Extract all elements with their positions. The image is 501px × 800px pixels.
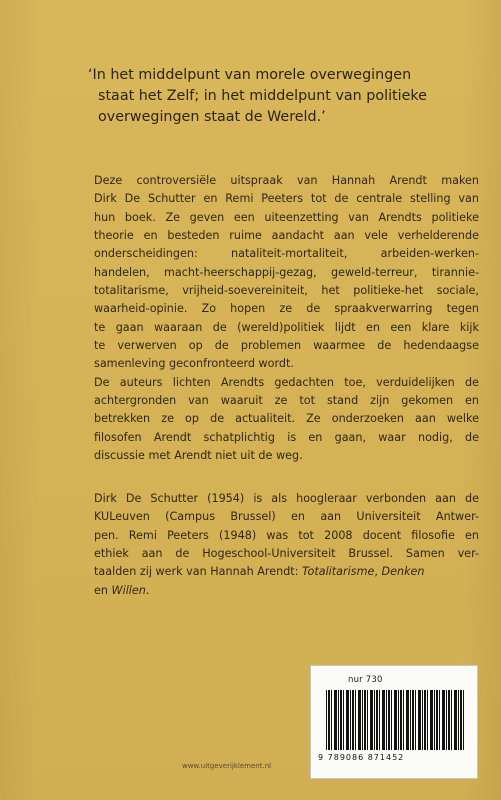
bio-line-titles (94, 563, 479, 581)
nur-code: nur 730 (348, 675, 383, 685)
description-line: totalitarisme, vrijheid-soevereiniteit, het politieke-het sociale, (94, 284, 479, 298)
bio-line-5-separator: , (374, 565, 382, 579)
quote-line-3: overwegingen staat de Wereld.’ (98, 109, 326, 125)
description-line: theorie en besteden ruime aandacht aan vele verhelderende (94, 229, 479, 243)
bio-line: KULeuven (Campus Brussel) en aan Universiteit Antwer- (94, 510, 479, 524)
cover-quote (88, 65, 468, 128)
isbn-number: 9 789086 871452 (318, 753, 405, 762)
description-line: handelen, macht-heerschappij-gezag, geweld-terreur, tirannie- (94, 265, 479, 279)
book-description (94, 172, 479, 466)
author-bio (94, 490, 479, 600)
description-line: filosofen Arendt schatplichtig is en gaan, waar nodig, de (94, 430, 479, 444)
description-line: hun boek. Ze geven een uiteenzetting van Arendts politieke (94, 210, 479, 224)
description-line: waarheid-opinie. Zo hopen ze de spraakverwarring tegen (94, 302, 479, 316)
description-line: Dirk De Schutter en Remi Peeters tot de centrale stelling van (94, 192, 479, 206)
barcode-icon (326, 690, 466, 750)
description-line: te gaan waaraan de (wereld)politiek lijdt en een klare kijk (94, 320, 479, 334)
bio-line: pen. Remi Peeters (1948) was tot 2008 docent filosofie en (94, 528, 479, 542)
bio-line-6-prefix: en (94, 583, 112, 597)
description-line-last: samenleving geconfronteerd wordt. (94, 357, 294, 371)
book-title-willen: Willen (111, 583, 146, 597)
description-line: De auteurs lichten Arendts gedachten toe, verduidelijken de (94, 375, 479, 389)
book-title-denken: Denken (381, 565, 425, 579)
bio-line-last (94, 582, 479, 600)
quote-line-2: staat het Zelf; in het middelpunt van politieke (98, 88, 427, 104)
description-line: Deze controversiële uitspraak van Hannah Arendt maken (94, 174, 479, 187)
description-line: achtergronden van waaruit ze tot stand zijn gekomen en (94, 394, 479, 408)
description-line-last: discussie met Arendt niet uit de weg. (94, 449, 303, 463)
bio-line-5-prefix: taalden zij werk van Hannah Arendt: (94, 565, 303, 579)
description-line: te verwerven op de problemen waarmee de hedendaagse (94, 339, 479, 353)
description-line: betrekken ze op de actualiteit. Ze onderzoeken aan welke (94, 412, 479, 426)
bio-line: Dirk De Schutter (1954) is als hoogleraar verbonden aan de (94, 492, 479, 505)
bio-line-6-suffix: . (145, 583, 150, 597)
description-line: onderscheidingen: nataliteit-mortaliteit, arbeiden-werken- (94, 247, 479, 261)
quote-line-1: ‘In het middelpunt van morele overwegingen (88, 67, 412, 83)
bio-line: ethiek aan de Hogeschool-Universiteit Brussel. Samen ver- (94, 547, 479, 561)
publisher-website: www.uitgeverijklement.nl (182, 762, 272, 770)
book-title-totalitarisme: Totalitarisme (302, 565, 375, 579)
